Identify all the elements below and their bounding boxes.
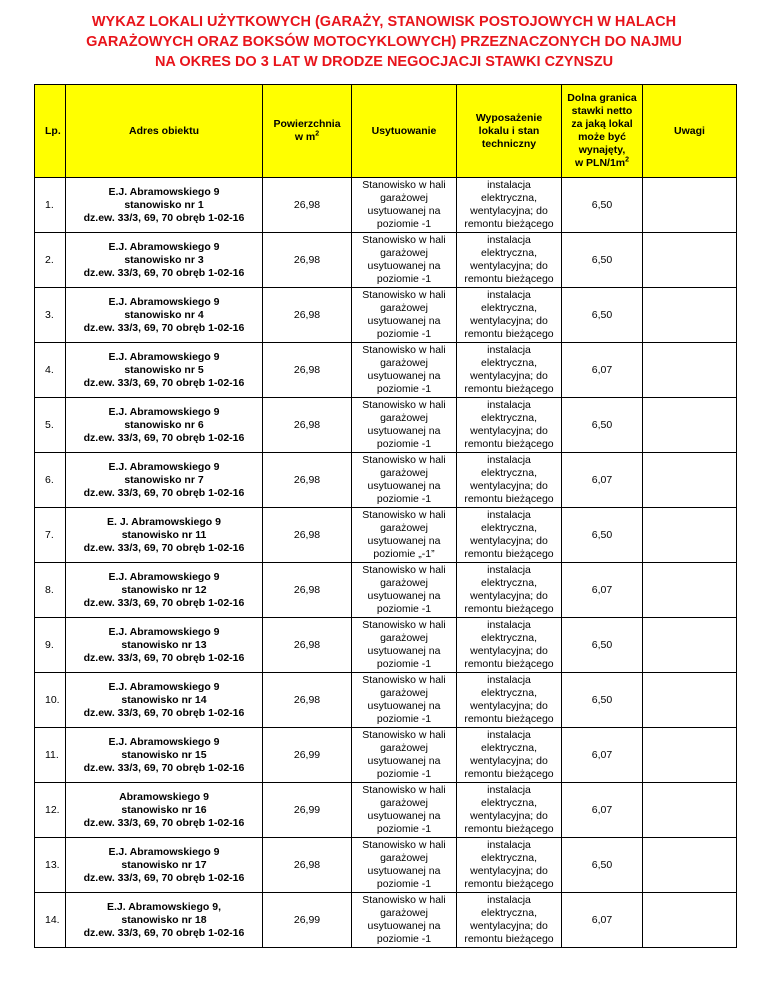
cell-location: Stanowisko w hali garażowej usytuowanej na poziomie -1: [352, 453, 457, 508]
cell-location: Stanowisko w hali garażowej usytuowanej na poziomie -1: [352, 728, 457, 783]
cell-min-rate: 6,07: [562, 893, 643, 948]
table-row: [35, 178, 737, 233]
cell-equipment: instalacja elektryczna, wentylacyjna; do remontu bieżącego: [457, 618, 562, 673]
header-area: Powierzchnia w $m^2$: [263, 85, 352, 178]
table-row: [35, 728, 737, 783]
cell-address: E.J. Abramowskiego 9 stanowisko nr 4 dz.ew. 33/3, 69, 70 obręb 1-02-16: [66, 288, 263, 343]
cell-lp: 14.: [35, 893, 66, 948]
cell-area: 26,98: [263, 673, 352, 728]
cell-area: 26,98: [263, 233, 352, 288]
cell-location: Stanowisko w hali garażowej usytuowanej na poziomie -1: [352, 563, 457, 618]
cell-address: E.J. Abramowskiego 9 stanowisko nr 15 dz.ew. 33/3, 69, 70 obręb 1-02-16: [66, 728, 263, 783]
document-title: [0, 12, 768, 72]
cell-remarks: [643, 673, 737, 728]
cell-area: 26,98: [263, 838, 352, 893]
cell-remarks: [643, 178, 737, 233]
table-row: [35, 508, 737, 563]
table-row: [35, 453, 737, 508]
table-row: [35, 563, 737, 618]
cell-remarks: [643, 398, 737, 453]
header-address: Adres obiektu: [66, 85, 263, 178]
header-remarks: Uwagi: [643, 85, 737, 178]
cell-min-rate: 6,07: [562, 563, 643, 618]
table-row: [35, 673, 737, 728]
premises-table: [34, 84, 737, 948]
table-row: [35, 893, 737, 948]
cell-lp: 11.: [35, 728, 66, 783]
cell-min-rate: 6,50: [562, 508, 643, 563]
table-row: [35, 838, 737, 893]
cell-location: Stanowisko w hali garażowej usytuowanej na poziomie -1: [352, 893, 457, 948]
cell-min-rate: 6,50: [562, 618, 643, 673]
cell-min-rate: 6,07: [562, 343, 643, 398]
table-header-row: [35, 85, 737, 178]
cell-address: E. J. Abramowskiego 9 stanowisko nr 11 dz.ew. 33/3, 69, 70 obręb 1-02-16: [66, 508, 263, 563]
cell-location: Stanowisko w hali garażowej usytuowanej na poziomie -1: [352, 343, 457, 398]
cell-location: Stanowisko w hali garażowej usytuowanej na poziomie -1: [352, 783, 457, 838]
cell-lp: 13.: [35, 838, 66, 893]
title-line-2: GARAŻOWYCH ORAZ BOKSÓW MOTOCYKLOWYCH) PRZEZNACZONYCH DO NAJMU: [86, 34, 682, 50]
cell-address: E.J. Abramowskiego 9 stanowisko nr 1 dz.ew. 33/3, 69, 70 obręb 1-02-16: [66, 178, 263, 233]
cell-remarks: [643, 728, 737, 783]
cell-area: 26,98: [263, 618, 352, 673]
cell-location: Stanowisko w hali garażowej usytuowanej na poziomie -1: [352, 618, 457, 673]
table-row: [35, 288, 737, 343]
cell-area: 26,98: [263, 563, 352, 618]
cell-equipment: instalacja elektryczna, wentylacyjna; do remontu bieżącego: [457, 508, 562, 563]
table-row: [35, 233, 737, 288]
cell-location: Stanowisko w hali garażowej usytuowanej na poziomie -1: [352, 288, 457, 343]
cell-min-rate: 6,50: [562, 233, 643, 288]
cell-area: 26,98: [263, 343, 352, 398]
cell-remarks: [643, 838, 737, 893]
cell-lp: 1.: [35, 178, 66, 233]
cell-lp: 12.: [35, 783, 66, 838]
cell-address: E.J. Abramowskiego 9 stanowisko nr 12 dz.ew. 33/3, 69, 70 obręb 1-02-16: [66, 563, 263, 618]
cell-equipment: instalacja elektryczna, wentylacyjna; do remontu bieżącego: [457, 563, 562, 618]
cell-remarks: [643, 453, 737, 508]
cell-location: Stanowisko w hali garażowej usytuowanej na poziomie -1: [352, 398, 457, 453]
table-row: [35, 783, 737, 838]
cell-equipment: instalacja elektryczna, wentylacyjna; do remontu bieżącego: [457, 288, 562, 343]
header-lp: Lp.: [35, 85, 66, 178]
cell-equipment: instalacja elektryczna, wentylacyjna; do remontu bieżącego: [457, 783, 562, 838]
cell-remarks: [643, 618, 737, 673]
cell-location: Stanowisko w hali garażowej usytuowanej na poziomie -1: [352, 178, 457, 233]
cell-min-rate: 6,07: [562, 783, 643, 838]
cell-remarks: [643, 508, 737, 563]
cell-equipment: instalacja elektryczna, wentylacyjna; do remontu bieżącego: [457, 233, 562, 288]
cell-area: 26,99: [263, 728, 352, 783]
cell-remarks: [643, 893, 737, 948]
cell-remarks: [643, 233, 737, 288]
cell-location: Stanowisko w hali garażowej usytuowanej na poziomie -1: [352, 838, 457, 893]
cell-area: 26,98: [263, 508, 352, 563]
cell-equipment: instalacja elektryczna, wentylacyjna; do remontu bieżącego: [457, 838, 562, 893]
cell-lp: 10.: [35, 673, 66, 728]
cell-min-rate: 6,50: [562, 673, 643, 728]
cell-remarks: [643, 783, 737, 838]
cell-lp: 9.: [35, 618, 66, 673]
cell-min-rate: 6,07: [562, 453, 643, 508]
cell-address: E.J. Abramowskiego 9 stanowisko nr 17 dz.ew. 33/3, 69, 70 obręb 1-02-16: [66, 838, 263, 893]
cell-equipment: instalacja elektryczna, wentylacyjna; do remontu bieżącego: [457, 343, 562, 398]
cell-equipment: instalacja elektryczna, wentylacyjna; do remontu bieżącego: [457, 398, 562, 453]
cell-remarks: [643, 563, 737, 618]
cell-equipment: instalacja elektryczna, wentylacyjna; do remontu bieżącego: [457, 673, 562, 728]
cell-location: Stanowisko w hali garażowej usytuowanej na poziomie -1: [352, 673, 457, 728]
cell-lp: 8.: [35, 563, 66, 618]
table-row: [35, 618, 737, 673]
cell-equipment: instalacja elektryczna, wentylacyjna; do remontu bieżącego: [457, 893, 562, 948]
cell-equipment: instalacja elektryczna, wentylacyjna; do remontu bieżącego: [457, 728, 562, 783]
cell-min-rate: 6,50: [562, 398, 643, 453]
cell-min-rate: 6,50: [562, 838, 643, 893]
cell-address: E.J. Abramowskiego 9 stanowisko nr 6 dz.ew. 33/3, 69, 70 obręb 1-02-16: [66, 398, 263, 453]
header-location: Usytuowanie: [352, 85, 457, 178]
cell-address: E.J. Abramowskiego 9 stanowisko nr 3 dz.ew. 33/3, 69, 70 obręb 1-02-16: [66, 233, 263, 288]
cell-lp: 2.: [35, 233, 66, 288]
cell-lp: 7.: [35, 508, 66, 563]
title-line-3: NA OKRES DO 3 LAT W DRODZE NEGOCJACJI STAWKI CZYNSZU: [154, 54, 614, 70]
cell-lp: 5.: [35, 398, 66, 453]
cell-location: Stanowisko w hali garażowej usytuowanej na poziomie -1: [352, 233, 457, 288]
cell-lp: 4.: [35, 343, 66, 398]
header-min-rate: Dolna granica stawki netto za jaką lokal może być wynajęty, w PLN/$1m^2$: [562, 85, 643, 178]
cell-address: E.J. Abramowskiego 9 stanowisko nr 7 dz.ew. 33/3, 69, 70 obręb 1-02-16: [66, 453, 263, 508]
cell-address: E.J. Abramowskiego 9 stanowisko nr 14 dz.ew. 33/3, 69, 70 obręb 1-02-16: [66, 673, 263, 728]
cell-remarks: [643, 343, 737, 398]
cell-min-rate: 6,07: [562, 728, 643, 783]
cell-address: E.J. Abramowskiego 9, stanowisko nr 18 dz.ew. 33/3, 69, 70 obręb 1-02-16: [66, 893, 263, 948]
cell-address: E.J. Abramowskiego 9 stanowisko nr 13 dz.ew. 33/3, 69, 70 obręb 1-02-16: [66, 618, 263, 673]
cell-min-rate: 6,50: [562, 288, 643, 343]
cell-area: 26,98: [263, 453, 352, 508]
cell-equipment: instalacja elektryczna, wentylacyjna; do remontu bieżącego: [457, 453, 562, 508]
cell-address: Abramowskiego 9 stanowisko nr 16 dz.ew. 33/3, 69, 70 obręb 1-02-16: [66, 783, 263, 838]
cell-location: Stanowisko w hali garażowej usytuowanej na poziomie „-1”: [352, 508, 457, 563]
cell-area: 26,98: [263, 288, 352, 343]
table-row: [35, 343, 737, 398]
cell-lp: 3.: [35, 288, 66, 343]
cell-remarks: [643, 288, 737, 343]
cell-area: 26,98: [263, 398, 352, 453]
header-equipment: Wyposażenie lokalu i stan techniczny: [457, 85, 562, 178]
cell-area: 26,99: [263, 783, 352, 838]
table-row: [35, 398, 737, 453]
cell-address: E.J. Abramowskiego 9 stanowisko nr 5 dz.ew. 33/3, 69, 70 obręb 1-02-16: [66, 343, 263, 398]
cell-area: 26,99: [263, 893, 352, 948]
cell-min-rate: 6,50: [562, 178, 643, 233]
cell-equipment: instalacja elektryczna, wentylacyjna; do remontu bieżącego: [457, 178, 562, 233]
title-line-1: WYKAZ LOKALI UŻYTKOWYCH (GARAŻY, STANOWISK POSTOJOWYCH W HALACH: [91, 14, 677, 30]
cell-lp: 6.: [35, 453, 66, 508]
cell-area: 26,98: [263, 178, 352, 233]
